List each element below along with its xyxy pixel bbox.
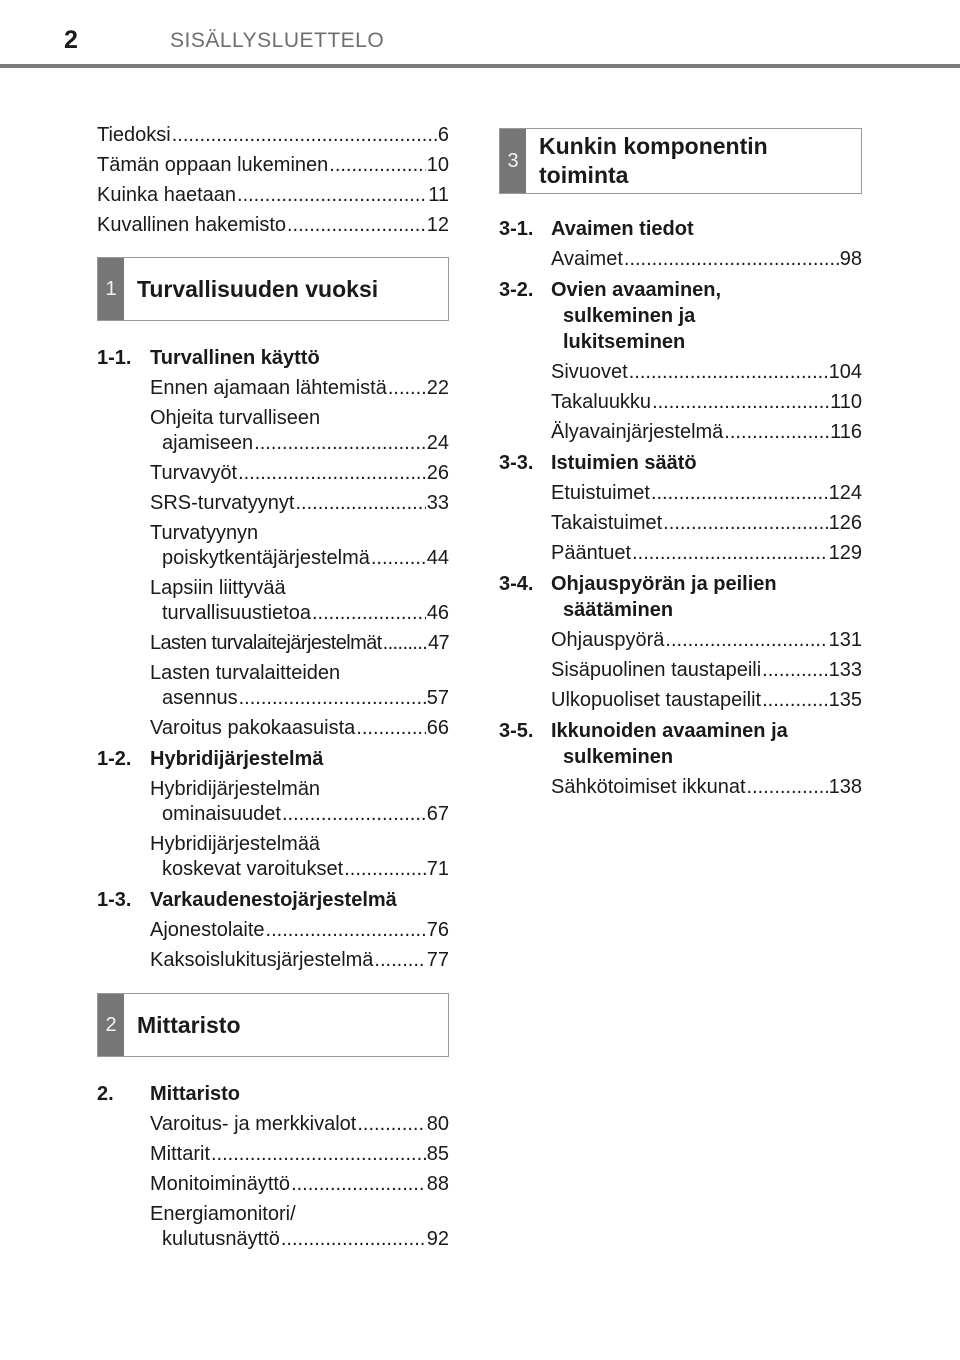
subsection-heading[interactable]: 3-2. Ovien avaaminen, sulkeminen ja lukitseminen [499,279,722,353]
toc-entry[interactable]: Lasten turvalaitejärjestelmät ..... 47 [97,631,449,656]
section-title: Mittaristo [137,1011,241,1038]
section-title: Kunkin komponentin toiminta [539,133,768,188]
toc-entry[interactable]: SRS-turvatyynyt ..... 33 [97,491,449,516]
header-title: SISÄLLYSLUETTELO [170,29,385,52]
section-2-heading[interactable] [97,993,449,1057]
toc-entry[interactable]: Varoitus- ja merkkivalot ..... 80 [97,1112,449,1137]
section-title: Turvallisuuden vuoksi [137,275,379,302]
section-number-tab: 1 [98,258,124,320]
section-number-tab: 3 [500,129,526,193]
toc-entry[interactable]: Tämän oppaan lukeminen ..... 10 [97,153,449,178]
toc-entry[interactable]: Kuinka haetaan ..... 11 [97,183,449,208]
page-number: 2 [64,26,78,54]
toc-entry[interactable]: Ohjeita turvalliseen ajamiseen ..... 24 [97,406,449,456]
toc-entry[interactable]: Tiedoksi ..... 6 [97,123,449,148]
toc-entry[interactable]: Ajonestolaite ..... 76 [97,918,449,943]
toc-entry[interactable]: Lasten turvalaitteiden asennus ..... 57 [97,661,449,711]
intro-list [97,123,449,238]
header-rule [0,64,960,68]
toc-entry[interactable]: Pääntuet ..... 129 [499,541,862,566]
toc-entry[interactable]: Sivuovet ..... 104 [499,360,862,385]
toc-entry[interactable]: Kaksoislukitusjärjestelmä ..... 77 [97,948,449,973]
toc-entry[interactable]: Ulkopuoliset taustapeilit ..... 135 [499,688,862,713]
toc-entry[interactable]: Lapsiin liittyvää turvallisuustietoa ..... 46 [97,576,449,626]
subsection-heading[interactable]: 3-5. Ikkunoiden avaaminen ja sulkeminen [499,720,788,768]
section-3-heading[interactable] [499,128,862,194]
toc-entry[interactable]: Kuvallinen hakemisto ..... 12 [97,213,449,238]
toc-entry[interactable]: Takaistuimet ..... 126 [499,511,862,536]
subsection-heading[interactable]: 3-1. Avaimen tiedot [499,218,694,240]
toc-entry[interactable]: Turvatyynyn poiskytkentäjärjestelmä ..... 44 [97,521,449,571]
toc-entry[interactable]: Ohjauspyörä ..... 131 [499,628,862,653]
toc-entry[interactable]: Monitoiminäyttö ..... 88 [97,1172,449,1197]
left-column [97,123,449,1257]
subsection-heading[interactable]: 1-3. Varkaudenestojärjestelmä [97,889,397,911]
toc-entry[interactable]: Ennen ajamaan lähtemistä ..... 22 [97,376,449,401]
toc-entry[interactable]: Hybridijärjestelmää koskevat varoitukset ..... 71 [97,832,449,882]
section-number-tab: 2 [98,994,124,1056]
toc-entry[interactable]: Mittarit ..... 85 [97,1142,449,1167]
subsection-heading[interactable]: 3-4. Ohjauspyörän ja peilien säätäminen [499,573,777,621]
subsection-heading[interactable]: 1-2. Hybridijärjestelmä [97,748,324,770]
subsection-heading[interactable]: 2. Mittaristo [97,1083,240,1105]
toc-entry[interactable]: Etuistuimet ..... 124 [499,481,862,506]
toc-entry[interactable]: Avaimet ..... 98 [499,247,862,272]
toc-entry[interactable]: Energiamonitori/ kulutusnäyttö ..... 92 [97,1202,449,1252]
toc-entry[interactable]: Varoitus pakokaasuista ..... 66 [97,716,449,741]
page-header [0,0,960,68]
toc-entry[interactable]: Turvavyöt ..... 26 [97,461,449,486]
toc-entry[interactable]: Takaluukku ..... 110 [499,390,862,415]
toc-entry[interactable]: Sisäpuolinen taustapeili ..... 133 [499,658,862,683]
toc-entry[interactable]: Sähkötoimiset ikkunat ..... 138 [499,775,862,800]
right-column [499,128,862,805]
section-1-heading[interactable] [97,257,449,321]
toc-entry[interactable]: Älyavainjärjestelmä ..... 116 [499,420,862,445]
subsection-heading[interactable]: 1-1. Turvallinen käyttö [97,347,320,369]
subsection-heading[interactable]: 3-3. Istuimien säätö [499,452,697,474]
toc-entry[interactable]: Hybridijärjestelmän ominaisuudet ..... 67 [97,777,449,827]
